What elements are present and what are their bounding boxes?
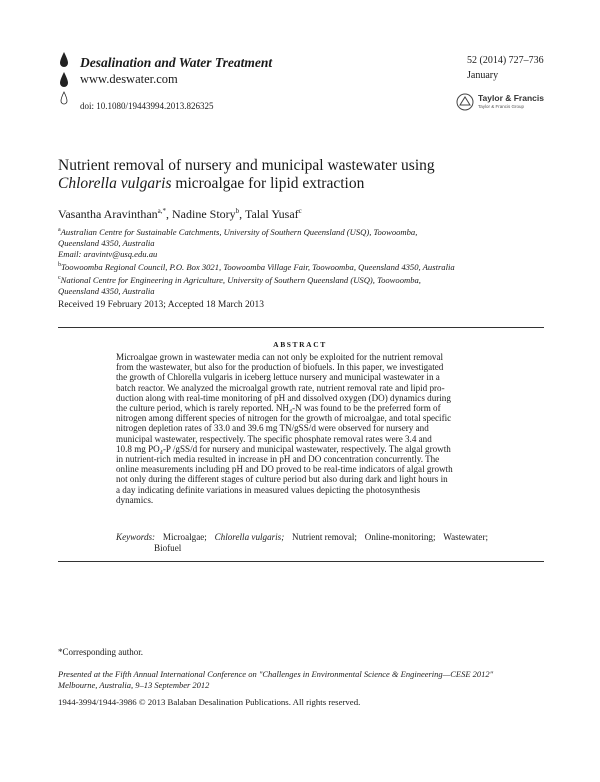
title-line-2 (58, 175, 538, 193)
keyword: Online-monitoring; (364, 532, 436, 542)
title-line-2-rest: microalgae for lipid extraction (171, 175, 365, 192)
author-sep: , (166, 207, 172, 221)
author-sep: , (239, 207, 245, 221)
abstract-line: batch reactor. We analyzed the microalgal growth rate, nutrient removal rate and lipid pro- (116, 382, 445, 393)
abstract-line: nitrogen depletion rates of 33.0 and 39.6 mg TN/gSS/d were observed for nursery and (116, 423, 429, 434)
author-1-affil: a,* (157, 207, 166, 215)
keyword: Biofuel (154, 543, 182, 553)
conference-note-line1: Presented at the Fifth Annual International Conference on "Challenges in Environmental Science & Engineering—CESE 2012" (58, 669, 494, 679)
title-species: Chlorella vulgaris (58, 175, 172, 192)
abstract-line: dynamics. (116, 494, 154, 505)
affiliation-a (58, 225, 548, 297)
keyword: Chlorella vulgaris; (214, 532, 285, 542)
abstract-body (116, 352, 488, 505)
author-email[interactable]: Email: aravintv@usq.edu.au (58, 248, 158, 259)
keywords-label: Keywords: (116, 532, 156, 542)
author-3: Talal Yusaf (244, 207, 299, 221)
affil-a-line2: Queensland 4350, Australia (58, 237, 155, 248)
copyright: 1944-3994/1944-3986 © 2013 Balaban Desalination Publications. All rights reserved. (58, 697, 361, 707)
abstract-line: the growth of Chlorella vulgaris in iceberg lettuce nursery and municipal wastewater in a (116, 372, 440, 383)
conference-note (58, 669, 548, 690)
keyword: Wastewater; (443, 532, 488, 542)
keyword: Nutrient removal; (292, 532, 357, 542)
keywords (116, 532, 488, 554)
journal-title: Desalination and Water Treatment (80, 55, 273, 70)
affil-c-sup: c (58, 274, 61, 281)
affil-c-line1: National Centre for Engineering in Agriculture, University of Southern Queensland (USQ), Toowoomba, (60, 274, 421, 285)
volume-pages: 52 (2014) 727–736 (467, 55, 544, 66)
abstract-line: duction along with real-time monitoring of pH and dissolved oxygen (DO) dynamics during (116, 392, 451, 403)
abstract-line: from the wastewater, but also for the production of biofuels. In this paper, we investigated (116, 362, 444, 373)
abstract-top-rule (58, 327, 544, 328)
doi[interactable]: doi: 10.1080/19443994.2013.826325 (80, 101, 214, 111)
affil-c-line2: Queensland 4350, Australia (58, 285, 155, 296)
abstract-line: in nutrient-rich media resulted in increase in pH and DO concentration concurrently. The (116, 454, 440, 465)
abstract-bottom-rule (58, 561, 544, 562)
abstract-line: online measurements including pH and DO proved to be real-time indicators of algal growth (116, 464, 453, 475)
abstract-line: Microalgae grown in wastewater media can not only be exploited for the nutrient removal (116, 352, 444, 362)
journal-logo-drops-icon (58, 50, 70, 112)
abstract-line: 10.8 mg PO₄-P /gSS/d for nursery and municipal wastewater, respectively. The algal growth (116, 443, 451, 454)
abstract-heading: ABSTRACT (273, 340, 327, 349)
author-2-affil: b (235, 207, 240, 215)
abstract-line: municipal wastewater, respectively. The specific phosphate removal rates were 3.4 and (116, 433, 432, 444)
publisher-subname: Taylor & Francis Group (478, 104, 525, 109)
author-3-affil: c (298, 207, 302, 215)
journal-url[interactable]: www.deswater.com (80, 72, 178, 86)
title-line-1: Nutrient removal of nursery and municipal wastewater using (58, 157, 435, 174)
abstract-line: nitrogen among different species of nitrogen for the growth of microalgae, and total specific (116, 413, 452, 424)
publisher-mark-icon (456, 93, 474, 111)
affil-b-line1: Toowoomba Regional Council, P.O. Box 3021, Toowoomba Village Fair, Toowoomba, Queensland 4350, Australia (61, 261, 455, 272)
issue-month: January (467, 70, 499, 81)
author-1: Vasantha Aravinthan (58, 207, 158, 221)
corresponding-author-note: *Corresponding author. (58, 647, 143, 657)
conference-note-line2: Melbourne, Australia, 9–13 September 2012 (58, 679, 210, 690)
publisher-name: Taylor & Francis (478, 93, 544, 103)
author-2: Nadine Story (172, 207, 236, 221)
publisher-logo (456, 93, 556, 113)
author-list (58, 207, 302, 222)
keyword: Microalgae; (162, 532, 207, 542)
article-title (58, 157, 538, 193)
received-dates: Received 19 February 2013; Accepted 18 March 2013 (58, 300, 265, 310)
abstract-line: the culture period, which is rarely reported. NH₄-N was found to be the preferred form of (116, 403, 441, 414)
affil-a-line1: Australian Centre for Sustainable Catchments, University of Southern Queensland (USQ), Toowoomba, (60, 226, 418, 237)
affil-a-sup: a (58, 227, 61, 233)
affil-b-sup: b (58, 261, 61, 268)
abstract-line: a day indicating definite variations in measured values depicting the photosynthesis (116, 484, 421, 495)
abstract-line: not only during the different stages of culture period but also during dark and light hours in (116, 474, 448, 485)
